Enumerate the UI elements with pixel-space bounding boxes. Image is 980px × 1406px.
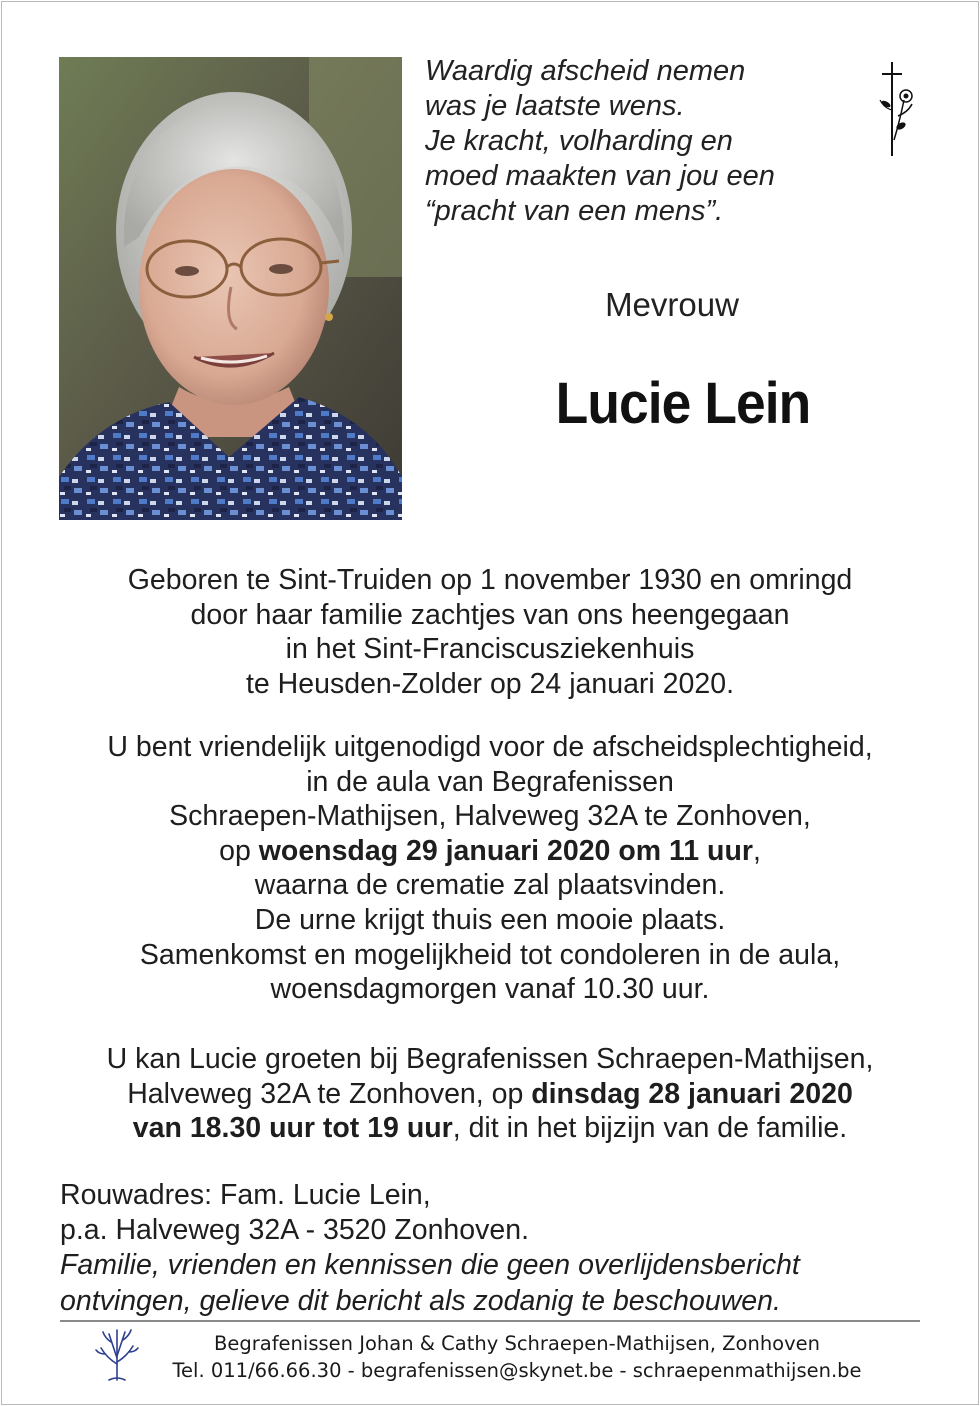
poem-line: Je kracht, volharding en	[425, 125, 733, 157]
poem	[425, 54, 845, 229]
notice-line: Familie, vrienden en kennissen die geen overlijdensbericht	[60, 1249, 800, 1282]
poem-line: “pracht van een mens”.	[425, 195, 724, 227]
cross-with-flower-icon	[874, 60, 920, 160]
text-line: in het Sint-Franciscusziekenhuis	[285, 633, 695, 666]
text-line: te Heusden-Zolder op 24 januari 2020.	[246, 667, 734, 700]
ceremony-text	[40, 730, 940, 1007]
text-line: Samenkomst en mogelijkheid tot condoleren in de aula,	[139, 938, 841, 971]
text-segment: ,	[752, 834, 761, 867]
visitation-time: van 18.30 uur tot 19 uur	[132, 1112, 453, 1145]
text-line: Geboren te Sint-Truiden op 1 november 1930 en omringd	[127, 564, 853, 596]
text-line: door haar familie zachtjes van ons heengegaan	[190, 598, 790, 631]
tree-logo-icon	[93, 1326, 141, 1382]
text-segment: op	[219, 834, 259, 867]
text-line: in de aula van Begrafenissen	[306, 765, 674, 798]
text-line: waarna de crematie zal plaatsvinden.	[254, 869, 726, 902]
text-line: U bent vriendelijk uitgenodigd voor de afscheidsplechtigheid,	[107, 731, 873, 763]
address-line: Rouwadres: Fam. Lucie Lein,	[60, 1179, 431, 1211]
poem-line: Waardig afscheid nemen	[425, 55, 746, 87]
honorific: Mevrouw	[605, 286, 739, 323]
text-segment: Halveweg 32A te Zonhoven, op	[127, 1077, 532, 1110]
address-line: p.a. Halveweg 32A - 3520 Zonhoven.	[60, 1214, 529, 1247]
poem-line: was je laatste wens.	[425, 90, 685, 122]
text-line: Schraepen-Mathijsen, Halveweg 32A te Zonhoven,	[169, 800, 811, 833]
text-line	[40, 834, 940, 869]
text-line: woensdagmorgen vanaf 10.30 uur.	[270, 973, 710, 1006]
funeral-home-name: Begrafenissen Johan & Cathy Schraepen-Mathijsen, Zonhoven	[213, 1332, 821, 1355]
deceased-name: Lucie Lein	[555, 371, 811, 436]
text-segment: , dit in het bijzijn van de familie.	[452, 1112, 848, 1145]
funeral-home-contact: Tel. 011/66.66.30 - begrafenissen@skynet.be - schraepenmathijsen.be	[172, 1359, 862, 1382]
funeral-home-footer	[150, 1330, 884, 1384]
poem-line: moed maakten van jou een	[425, 160, 775, 192]
portrait-photo	[59, 57, 402, 520]
text-line	[40, 1111, 940, 1146]
visitation-date: dinsdag 28 januari 2020	[531, 1077, 853, 1110]
visitation-text	[40, 1042, 940, 1146]
text-line: De urne krijgt thuis een mooie plaats.	[254, 903, 726, 936]
ceremony-date: woensdag 29 januari 2020 om 11 uur	[258, 834, 753, 867]
birth-death-text	[40, 563, 940, 701]
text-line: U kan Lucie groeten bij Begrafenissen Schraepen-Mathijsen,	[106, 1043, 874, 1075]
notice-line: ontvingen, gelieve dit bericht als zodanig te beschouwen.	[60, 1284, 781, 1317]
footer-divider	[60, 1320, 920, 1322]
text-line	[40, 1077, 940, 1112]
mourning-address	[60, 1178, 940, 1319]
